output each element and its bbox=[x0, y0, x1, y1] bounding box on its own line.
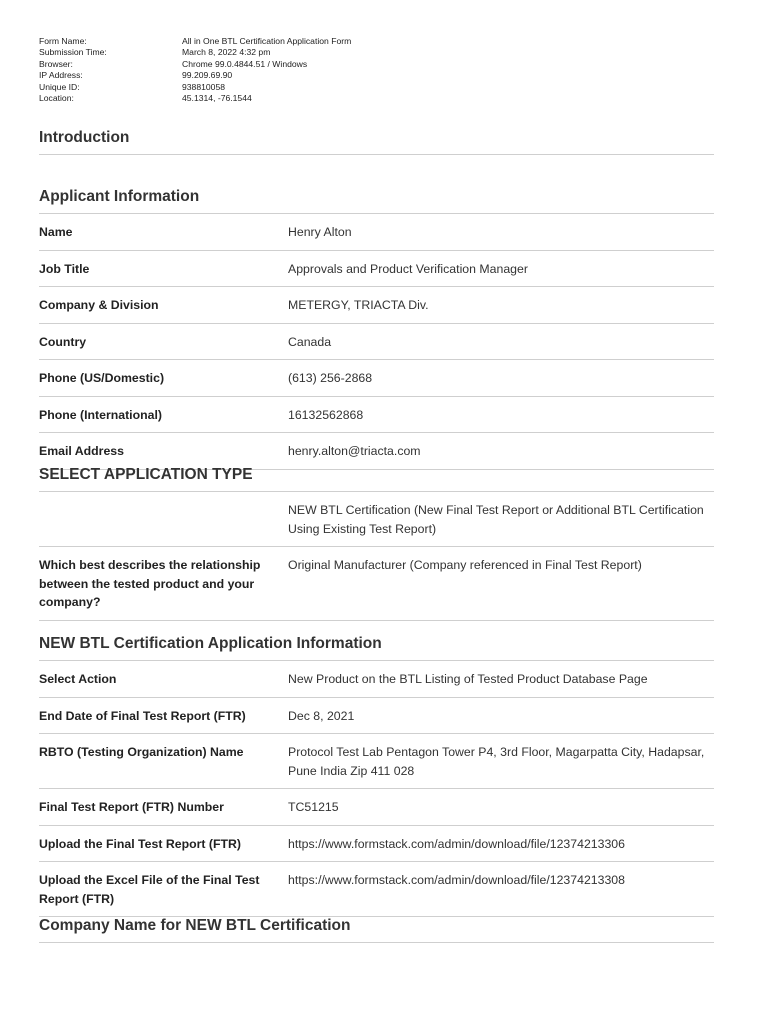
field-row-ftr-number bbox=[39, 789, 714, 826]
field-row-relationship bbox=[39, 547, 714, 621]
field-value: Canada bbox=[288, 334, 332, 349]
section-title-new-btl-application: NEW BTL Certification Application Information bbox=[39, 635, 714, 661]
field-label: Phone (International) bbox=[39, 407, 162, 422]
field-row-application-type bbox=[39, 492, 714, 547]
meta-value: All in One BTL Certification Application Form bbox=[182, 36, 352, 46]
meta-value: 45.1314, -76.1544 bbox=[182, 93, 252, 104]
field-label: Upload the Excel File of the Final Test Report (FTR) bbox=[39, 873, 260, 906]
meta-label: Location: bbox=[39, 93, 74, 104]
field-row-phone-domestic bbox=[39, 360, 714, 397]
field-row-company-division bbox=[39, 287, 714, 324]
field-row-phone-international bbox=[39, 397, 714, 434]
field-value: TC51215 bbox=[288, 800, 339, 814]
section-title-company-name: Company Name for NEW BTL Certification bbox=[39, 917, 714, 943]
application-type-section bbox=[39, 466, 714, 621]
field-row-job-title bbox=[39, 251, 714, 288]
upload-excel-ftr-link[interactable]: https://www.formstack.com/admin/download/file/12374213308 bbox=[288, 873, 625, 887]
field-label: Job Title bbox=[39, 261, 90, 276]
field-value: New Product on the BTL Listing of Tested Product Database Page bbox=[288, 672, 648, 686]
new-btl-application-section bbox=[39, 635, 714, 917]
field-row-select-action bbox=[39, 661, 714, 698]
field-row-rbto-name bbox=[39, 734, 714, 789]
field-value: henry.alton@triacta.com bbox=[288, 444, 421, 458]
meta-label: Form Name: bbox=[39, 36, 87, 46]
meta-row-unique-id bbox=[39, 82, 439, 93]
meta-row-submission-time bbox=[39, 47, 439, 58]
field-label: Email Address bbox=[39, 444, 124, 458]
field-label: Select Action bbox=[39, 672, 117, 686]
field-label: Company & Division bbox=[39, 298, 159, 312]
field-value: Approvals and Product Verification Manager bbox=[288, 261, 528, 276]
field-value: Henry Alton bbox=[288, 225, 352, 239]
field-label: Upload the Final Test Report (FTR) bbox=[39, 836, 241, 851]
meta-label: Unique ID: bbox=[39, 81, 80, 92]
field-row-email-address bbox=[39, 433, 714, 470]
field-value: Original Manufacturer (Company referenced in Final Test Report) bbox=[288, 558, 642, 572]
meta-label: Browser: bbox=[39, 58, 73, 69]
field-row-country bbox=[39, 324, 714, 361]
meta-row-location bbox=[39, 93, 439, 104]
field-value: (613) 256-2868 bbox=[288, 371, 373, 385]
meta-value: 938810058 bbox=[182, 81, 226, 92]
meta-value: 99.209.69.90 bbox=[182, 70, 233, 81]
field-value: METERGY, TRIACTA Div. bbox=[288, 298, 429, 312]
field-value: NEW BTL Certification (New Final Test Report or Additional BTL Certification Using Existing Test Report) bbox=[288, 503, 704, 536]
field-value: 16132562868 bbox=[288, 407, 364, 422]
section-title-applicant-information: Applicant Information bbox=[39, 188, 714, 214]
upload-ftr-link[interactable]: https://www.formstack.com/admin/download/file/12374213306 bbox=[288, 836, 625, 851]
field-label: Which best describes the relationship between the tested product and your company? bbox=[39, 558, 261, 609]
meta-value: Chrome 99.0.4844.51 / Windows bbox=[182, 58, 308, 69]
meta-row-browser bbox=[39, 59, 439, 70]
section-title-application-type: SELECT APPLICATION TYPE bbox=[39, 466, 714, 492]
field-label: Final Test Report (FTR) Number bbox=[39, 800, 224, 814]
field-row-name bbox=[39, 214, 714, 251]
submission-metadata bbox=[39, 36, 439, 104]
field-label: Name bbox=[39, 225, 73, 239]
field-label: Country bbox=[39, 334, 87, 349]
field-value: Dec 8, 2021 bbox=[288, 708, 355, 723]
field-label: Phone (US/Domestic) bbox=[39, 371, 165, 385]
field-row-ftr-end-date bbox=[39, 698, 714, 735]
section-title-introduction: Introduction bbox=[39, 129, 714, 155]
introduction-section bbox=[39, 129, 714, 155]
meta-row-ip-address bbox=[39, 70, 439, 81]
field-value: Protocol Test Lab Pentagon Tower P4, 3rd Floor, Magarpatta City, Hadapsar, Pune India Zip 411 028 bbox=[288, 745, 705, 778]
applicant-information-section bbox=[39, 188, 714, 470]
meta-label: Submission Time: bbox=[39, 47, 107, 58]
field-label bbox=[39, 501, 288, 538]
meta-value: March 8, 2022 4:32 pm bbox=[182, 47, 271, 58]
field-label: End Date of Final Test Report (FTR) bbox=[39, 708, 246, 723]
field-row-upload-ftr bbox=[39, 826, 714, 863]
meta-label: IP Address: bbox=[39, 70, 83, 81]
field-row-upload-excel-ftr bbox=[39, 862, 714, 917]
field-label: RBTO (Testing Organization) Name bbox=[39, 745, 244, 759]
company-name-section bbox=[39, 917, 714, 943]
meta-row-form-name bbox=[39, 36, 439, 47]
